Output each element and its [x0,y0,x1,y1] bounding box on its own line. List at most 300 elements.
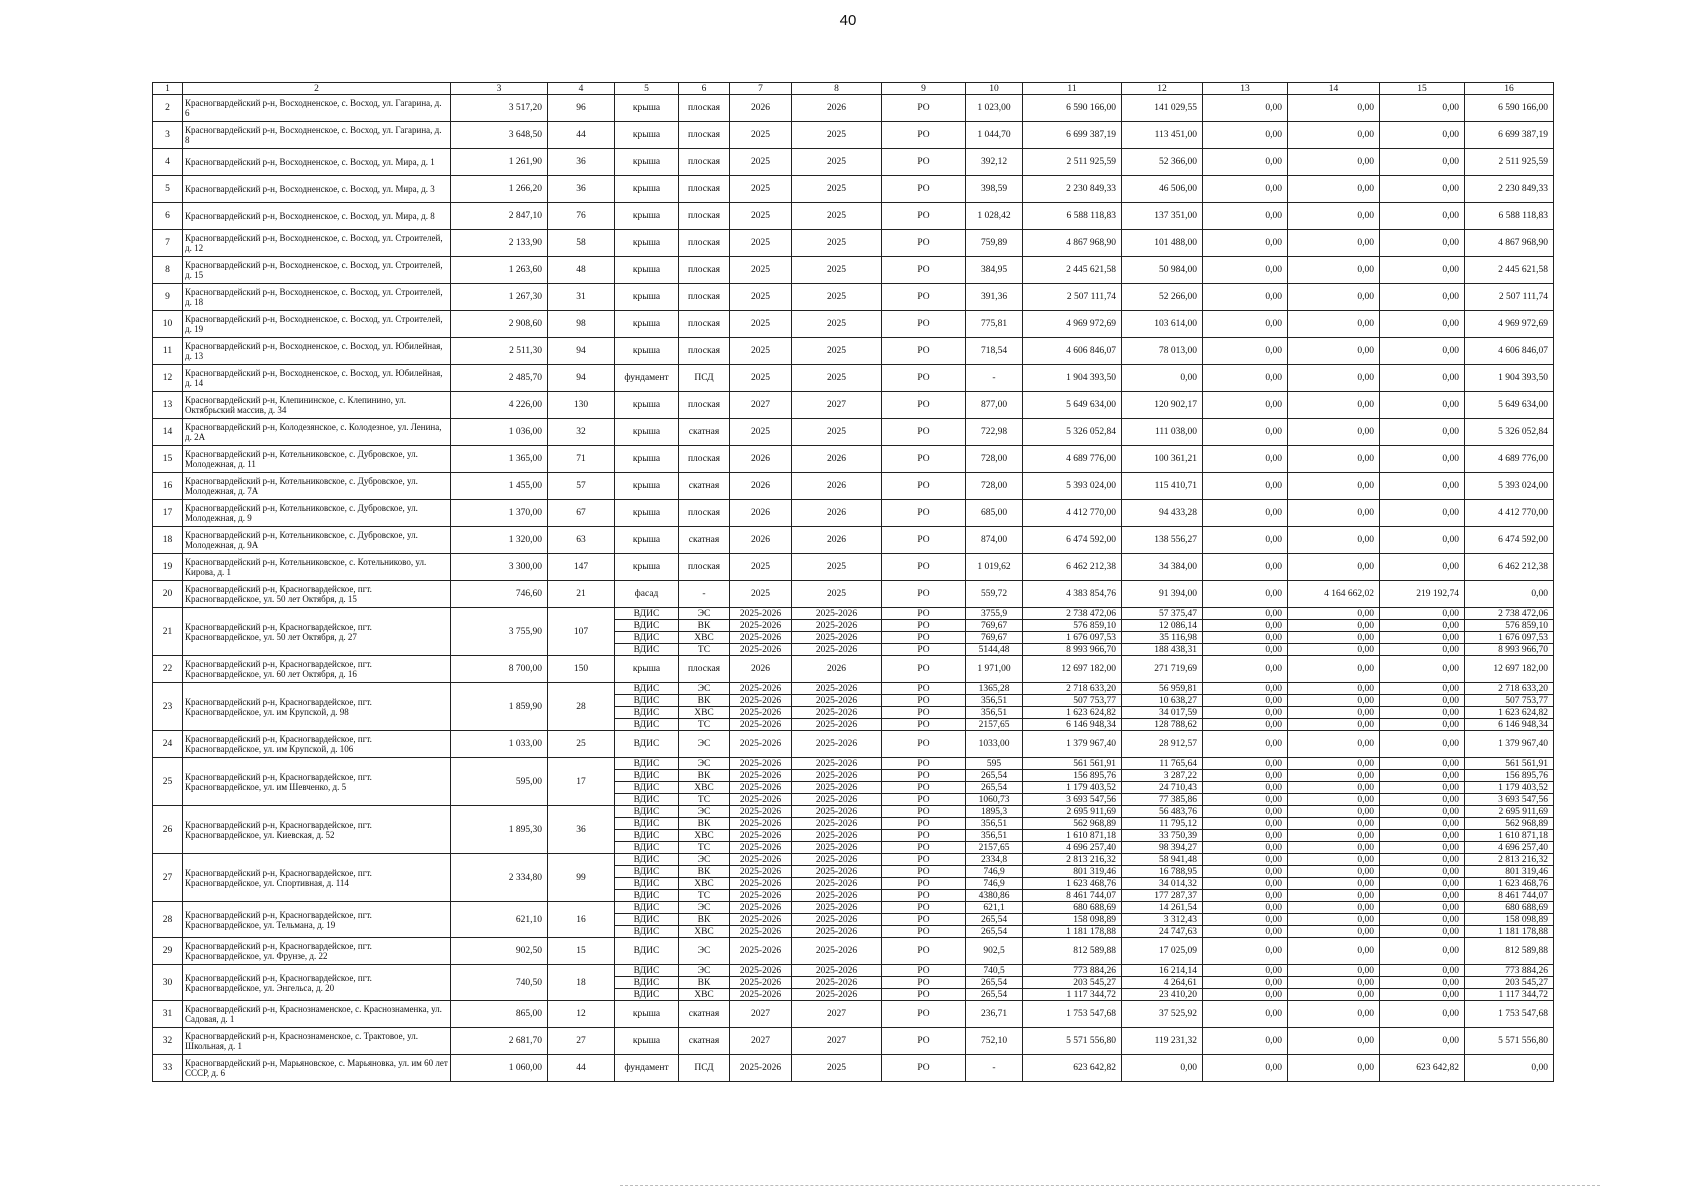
value-cell: 0,00 [1288,203,1380,230]
value-cell: 2025-2026 [792,632,882,644]
value-cell: 769,67 [966,620,1023,632]
value-cell: 1 117 344,72 [1465,989,1554,1001]
value-cell: 14 261,54 [1122,902,1203,914]
value-cell: 623 642,82 [1380,1055,1465,1082]
area-cell: 1 266,20 [451,176,548,203]
value-cell: 680 688,69 [1465,902,1554,914]
row-number: 24 [153,731,183,758]
column-number: 7 [730,83,792,95]
area-cell: 2 485,70 [451,365,548,392]
row-number: 33 [153,1055,183,1082]
table-row [153,176,1554,203]
value-cell: плоская [679,446,730,473]
residents-cell: 12 [548,1001,615,1028]
value-cell: РО [882,644,966,656]
value-cell: 0,00 [1203,581,1288,608]
table-row [153,656,1554,683]
value-cell: 91 394,00 [1122,581,1203,608]
value-cell: 265,54 [966,989,1023,1001]
value-cell: крыша [615,1001,679,1028]
value-cell: 0,00 [1288,866,1380,878]
value-cell: 2025-2026 [730,731,792,758]
value-cell: 2025-2026 [730,977,792,989]
value-cell: 0,00 [1203,1055,1288,1082]
value-cell: крыша [615,419,679,446]
value-cell: 0,00 [1380,977,1465,989]
value-cell: 1 623 468,76 [1465,878,1554,890]
value-cell: 752,10 [966,1028,1023,1055]
value-cell: 34 014,32 [1122,878,1203,890]
value-cell: РО [882,446,966,473]
value-cell: 0,00 [1380,854,1465,866]
residents-cell: 147 [548,554,615,581]
value-cell: 0,00 [1203,878,1288,890]
value-cell: РО [882,818,966,830]
value-cell: 0,00 [1380,707,1465,719]
value-cell: 138 556,27 [1122,527,1203,554]
value-cell: ПСД [679,365,730,392]
address-cell: Красногвардейский р-н, Красногвардейское, пгт. Красногвардейское, ул. 60 лет Октября, д. 16 [183,656,451,683]
value-cell: 2025-2026 [730,1055,792,1082]
row-number: 9 [153,284,183,311]
address-cell: Красногвардейский р-н, Восходненское, с. Восход, ул. Юбилейная, д. 14 [183,365,451,392]
value-cell: 4 383 854,76 [1023,581,1122,608]
value-cell: 0,00 [1203,866,1288,878]
residents-cell: 17 [548,758,615,806]
value-cell: 2025-2026 [730,866,792,878]
value-cell: 2025 [730,176,792,203]
value-cell: 0,00 [1380,818,1465,830]
value-cell: 561 561,91 [1023,758,1122,770]
value-cell: 2157,65 [966,842,1023,854]
value-cell: ВДИС [615,719,679,731]
value-cell: ВК [679,770,730,782]
area-cell: 3 300,00 [451,554,548,581]
column-number: 9 [882,83,966,95]
value-cell: 2026 [792,473,882,500]
value-cell: 2 695 911,69 [1023,806,1122,818]
row-number: 19 [153,554,183,581]
area-cell: 865,00 [451,1001,548,1028]
value-cell: 0,00 [1203,149,1288,176]
value-cell: 0,00 [1203,203,1288,230]
value-cell: 2 507 111,74 [1465,284,1554,311]
area-cell: 2 511,30 [451,338,548,365]
value-cell: 0,00 [1288,446,1380,473]
table-row [153,230,1554,257]
value-cell: 0,00 [1380,989,1465,1001]
value-cell: 2025 [730,419,792,446]
area-cell: 1 261,90 [451,149,548,176]
value-cell: 4 867 968,90 [1465,230,1554,257]
value-cell: 0,00 [1380,554,1465,581]
value-cell: 3 693 547,56 [1023,794,1122,806]
value-cell: 0,00 [1380,758,1465,770]
value-cell: 2 738 472,06 [1023,608,1122,620]
value-cell: 0,00 [1203,419,1288,446]
value-cell: 236,71 [966,1001,1023,1028]
value-cell: 1 971,00 [966,656,1023,683]
value-cell: 8 461 744,07 [1465,890,1554,902]
value-cell: 718,54 [966,338,1023,365]
residents-cell: 130 [548,392,615,419]
value-cell: РО [882,731,966,758]
value-cell: 2025 [730,203,792,230]
value-cell: 0,00 [1288,365,1380,392]
value-cell: ХВС [679,632,730,644]
value-cell: 265,54 [966,926,1023,938]
value-cell: 2026 [792,446,882,473]
value-cell: 0,00 [1380,914,1465,926]
value-cell: 1033,00 [966,731,1023,758]
value-cell: 759,89 [966,230,1023,257]
value-cell: 2025-2026 [792,644,882,656]
value-cell: ХВС [679,830,730,842]
value-cell: 0,00 [1288,854,1380,866]
row-number: 8 [153,257,183,284]
value-cell: 0,00 [1288,338,1380,365]
value-cell: 5 649 634,00 [1465,392,1554,419]
value-cell: плоская [679,338,730,365]
row-number: 29 [153,938,183,965]
value-cell: 2025-2026 [730,794,792,806]
value-cell: 4 867 968,90 [1023,230,1122,257]
value-cell: РО [882,95,966,122]
value-cell: - [679,581,730,608]
table-row [153,446,1554,473]
value-cell: ЭС [679,758,730,770]
address-cell: Красногвардейский р-н, Восходненское, с. Восход, ул. Гагарина, д. 6 [183,95,451,122]
value-cell: 1 904 393,50 [1023,365,1122,392]
value-cell: РО [882,257,966,284]
value-cell: 398,59 [966,176,1023,203]
value-cell: 2025-2026 [792,818,882,830]
value-cell: 141 029,55 [1122,95,1203,122]
value-cell: крыша [615,149,679,176]
value-cell: 0,00 [1380,731,1465,758]
value-cell: ВДИС [615,608,679,620]
value-cell: 2025-2026 [730,926,792,938]
value-cell: 4 412 770,00 [1023,500,1122,527]
address-cell: Красногвардейский р-н, Колодезянское, с. Колодезное, ул. Ленина, д. 2А [183,419,451,446]
value-cell: 0,00 [1288,473,1380,500]
value-cell: 2025 [730,122,792,149]
value-cell: 685,00 [966,500,1023,527]
value-cell: 2025 [730,581,792,608]
value-cell: 115 410,71 [1122,473,1203,500]
value-cell: 0,00 [1288,176,1380,203]
row-number: 10 [153,311,183,338]
value-cell: РО [882,149,966,176]
value-cell: 0,00 [1288,731,1380,758]
column-number: 3 [451,83,548,95]
value-cell: 12 697 182,00 [1023,656,1122,683]
column-number: 15 [1380,83,1465,95]
value-cell: 0,00 [1380,965,1465,977]
value-cell: 507 753,77 [1023,695,1122,707]
value-cell: 0,00 [1380,683,1465,695]
value-cell: 0,00 [1203,926,1288,938]
value-cell: 0,00 [1288,1001,1380,1028]
value-cell: 2025-2026 [792,719,882,731]
value-cell: 0,00 [1380,365,1465,392]
area-cell: 1 370,00 [451,500,548,527]
value-cell: 0,00 [1288,965,1380,977]
row-number: 3 [153,122,183,149]
value-cell: 0,00 [1288,806,1380,818]
residents-cell: 150 [548,656,615,683]
value-cell: крыша [615,311,679,338]
value-cell: 24 710,43 [1122,782,1203,794]
value-cell: 6 699 387,19 [1465,122,1554,149]
value-cell: 2025-2026 [730,830,792,842]
table-row [153,854,1554,866]
address-cell: Красногвардейский р-н, Красногвардейское, пгт. Красногвардейское, ул. Тельмана, д. 19 [183,902,451,938]
value-cell: 5 649 634,00 [1023,392,1122,419]
residents-cell: 25 [548,731,615,758]
address-cell: Красногвардейский р-н, Восходненское, с. Восход, ул. Мира, д. 1 [183,149,451,176]
value-cell: 0,00 [1380,632,1465,644]
value-cell: 3 693 547,56 [1465,794,1554,806]
value-cell: 2026 [730,473,792,500]
value-cell: 902,5 [966,938,1023,965]
value-cell: 2025-2026 [792,770,882,782]
table-row [153,806,1554,818]
residents-cell: 18 [548,965,615,1001]
value-cell: 1 379 967,40 [1465,731,1554,758]
row-number: 15 [153,446,183,473]
value-cell: 0,00 [1203,842,1288,854]
address-cell: Красногвардейский р-н, Восходненское, с. Восход, ул. Юбилейная, д. 13 [183,338,451,365]
value-cell: 2027 [730,392,792,419]
area-cell: 3 755,90 [451,608,548,656]
value-cell: 621,1 [966,902,1023,914]
value-cell: 188 438,31 [1122,644,1203,656]
value-cell: 2 511 925,59 [1023,149,1122,176]
value-cell: крыша [615,473,679,500]
value-cell: 0,00 [1203,656,1288,683]
value-cell: 0,00 [1288,149,1380,176]
value-cell: 0,00 [1380,878,1465,890]
row-number: 16 [153,473,183,500]
area-cell: 2 334,80 [451,854,548,902]
area-cell: 2 908,60 [451,311,548,338]
value-cell: 1060,73 [966,794,1023,806]
value-cell: 0,00 [1380,1028,1465,1055]
value-cell: 356,51 [966,707,1023,719]
value-cell: 2025 [730,554,792,581]
value-cell: 2026 [792,95,882,122]
value-cell: 6 699 387,19 [1023,122,1122,149]
value-cell: 595 [966,758,1023,770]
value-cell: 0,00 [1380,608,1465,620]
value-cell: крыша [615,176,679,203]
value-cell: 0,00 [1380,527,1465,554]
value-cell: 0,00 [1288,1028,1380,1055]
residents-cell: 15 [548,938,615,965]
value-cell: 1 623 624,82 [1023,707,1122,719]
value-cell: 801 319,46 [1023,866,1122,878]
value-cell: 5 326 052,84 [1465,419,1554,446]
value-cell: РО [882,1001,966,1028]
value-cell: 265,54 [966,914,1023,926]
value-cell: 2 813 216,32 [1465,854,1554,866]
value-cell: 0,00 [1288,284,1380,311]
value-cell: 0,00 [1288,257,1380,284]
residents-cell: 71 [548,446,615,473]
value-cell: РО [882,770,966,782]
value-cell: 0,00 [1203,806,1288,818]
row-number: 7 [153,230,183,257]
value-cell: 0,00 [1203,938,1288,965]
value-cell: 576 859,10 [1023,620,1122,632]
row-number: 18 [153,527,183,554]
value-cell: 156 895,76 [1465,770,1554,782]
value-cell: 100 361,21 [1122,446,1203,473]
value-cell: 2025-2026 [792,695,882,707]
value-cell: ВДИС [615,683,679,695]
value-cell: 0,00 [1203,782,1288,794]
address-cell: Красногвардейский р-н, Красногвардейское, пгт. Красногвардейское, ул. им Крупской, д. 98 [183,683,451,731]
value-cell: 0,00 [1380,830,1465,842]
value-cell: 2025 [792,419,882,446]
value-cell: 0,00 [1288,977,1380,989]
value-cell: 265,54 [966,770,1023,782]
value-cell: 0,00 [1203,632,1288,644]
value-cell: 23 410,20 [1122,989,1203,1001]
row-number: 2 [153,95,183,122]
value-cell: ВДИС [615,878,679,890]
value-cell: 1 753 547,68 [1465,1001,1554,1028]
table-row [153,683,1554,695]
value-cell: 120 902,17 [1122,392,1203,419]
value-cell: РО [882,473,966,500]
residents-cell: 107 [548,608,615,656]
value-cell: 0,00 [1380,926,1465,938]
value-cell: 356,51 [966,818,1023,830]
value-cell: 2 695 911,69 [1465,806,1554,818]
value-cell: 877,00 [966,392,1023,419]
value-cell: 4 689 776,00 [1465,446,1554,473]
value-cell: 1 610 871,18 [1023,830,1122,842]
value-cell: 2025 [792,554,882,581]
value-cell: 0,00 [1288,719,1380,731]
area-cell: 8 700,00 [451,656,548,683]
value-cell: 0,00 [1288,392,1380,419]
address-cell: Красногвардейский р-н, Восходненское, с. Восход, ул. Гагарина, д. 8 [183,122,451,149]
value-cell: 2025-2026 [792,977,882,989]
address-cell: Красногвардейский р-н, Красногвардейское, пгт. Красногвардейское, ул. Фрунзе, д. 22 [183,938,451,965]
value-cell: 2025 [730,230,792,257]
value-cell: РО [882,965,966,977]
value-cell: 0,00 [1203,683,1288,695]
value-cell: 801 319,46 [1465,866,1554,878]
value-cell: плоская [679,230,730,257]
value-cell: 0,00 [1380,770,1465,782]
value-cell: ВК [679,977,730,989]
value-cell: 2157,65 [966,719,1023,731]
value-cell: 2025-2026 [730,770,792,782]
capital-repair-table [152,82,1554,1082]
value-cell: 265,54 [966,977,1023,989]
value-cell: 4 264,61 [1122,977,1203,989]
value-cell: 2025-2026 [792,683,882,695]
value-cell: 52 366,00 [1122,149,1203,176]
value-cell: плоская [679,392,730,419]
value-cell: 1 610 871,18 [1465,830,1554,842]
value-cell: ЭС [679,902,730,914]
table-row [153,554,1554,581]
value-cell: 4 606 846,07 [1465,338,1554,365]
value-cell: 0,00 [1288,938,1380,965]
row-number: 14 [153,419,183,446]
address-cell: Красногвардейский р-н, Восходненское, с. Восход, ул. Мира, д. 3 [183,176,451,203]
row-number: 28 [153,902,183,938]
value-cell: 2026 [730,527,792,554]
column-number-row [153,83,1554,95]
value-cell: 728,00 [966,446,1023,473]
value-cell: РО [882,926,966,938]
value-cell: ВДИС [615,902,679,914]
value-cell: скатная [679,527,730,554]
value-cell: 4 689 776,00 [1023,446,1122,473]
column-number: 11 [1023,83,1122,95]
table-row [153,758,1554,770]
area-cell: 3 517,20 [451,95,548,122]
value-cell: 2027 [792,1001,882,1028]
residents-cell: 58 [548,230,615,257]
value-cell: крыша [615,203,679,230]
value-cell: 0,00 [1122,1055,1203,1082]
value-cell: 2025-2026 [792,866,882,878]
value-cell: 2025-2026 [792,830,882,842]
value-cell: 2025-2026 [792,965,882,977]
value-cell: 0,00 [1288,707,1380,719]
value-cell: 0,00 [1203,989,1288,1001]
value-cell: 2025 [792,149,882,176]
row-number: 6 [153,203,183,230]
row-number: 32 [153,1028,183,1055]
value-cell: 1 179 403,52 [1023,782,1122,794]
value-cell: 0,00 [1380,446,1465,473]
value-cell: ЭС [679,683,730,695]
value-cell: 0,00 [1288,608,1380,620]
column-number: 6 [679,83,730,95]
value-cell: 1 904 393,50 [1465,365,1554,392]
value-cell: 1 753 547,68 [1023,1001,1122,1028]
value-cell: 2027 [730,1028,792,1055]
value-cell: 6 146 948,34 [1465,719,1554,731]
value-cell: ВДИС [615,782,679,794]
address-cell: Красногвардейский р-н, Восходненское, с. Восход, ул. Строителей, д. 15 [183,257,451,284]
value-cell: 111 038,00 [1122,419,1203,446]
value-cell: скатная [679,473,730,500]
value-cell: 0,00 [1203,644,1288,656]
value-cell: 2025-2026 [730,632,792,644]
value-cell: РО [882,782,966,794]
value-cell: ВДИС [615,731,679,758]
value-cell: ВДИС [615,914,679,926]
address-cell: Красногвардейский р-н, Красногвардейское, пгт. Красногвардейское, ул. Спортивная, д. 114 [183,854,451,902]
value-cell: 1 379 967,40 [1023,731,1122,758]
value-cell: 356,51 [966,830,1023,842]
value-cell: 2025-2026 [792,620,882,632]
area-cell: 1 365,00 [451,446,548,473]
value-cell: крыша [615,338,679,365]
value-cell: ВДИС [615,770,679,782]
value-cell: РО [882,419,966,446]
value-cell: 2 445 621,58 [1023,257,1122,284]
